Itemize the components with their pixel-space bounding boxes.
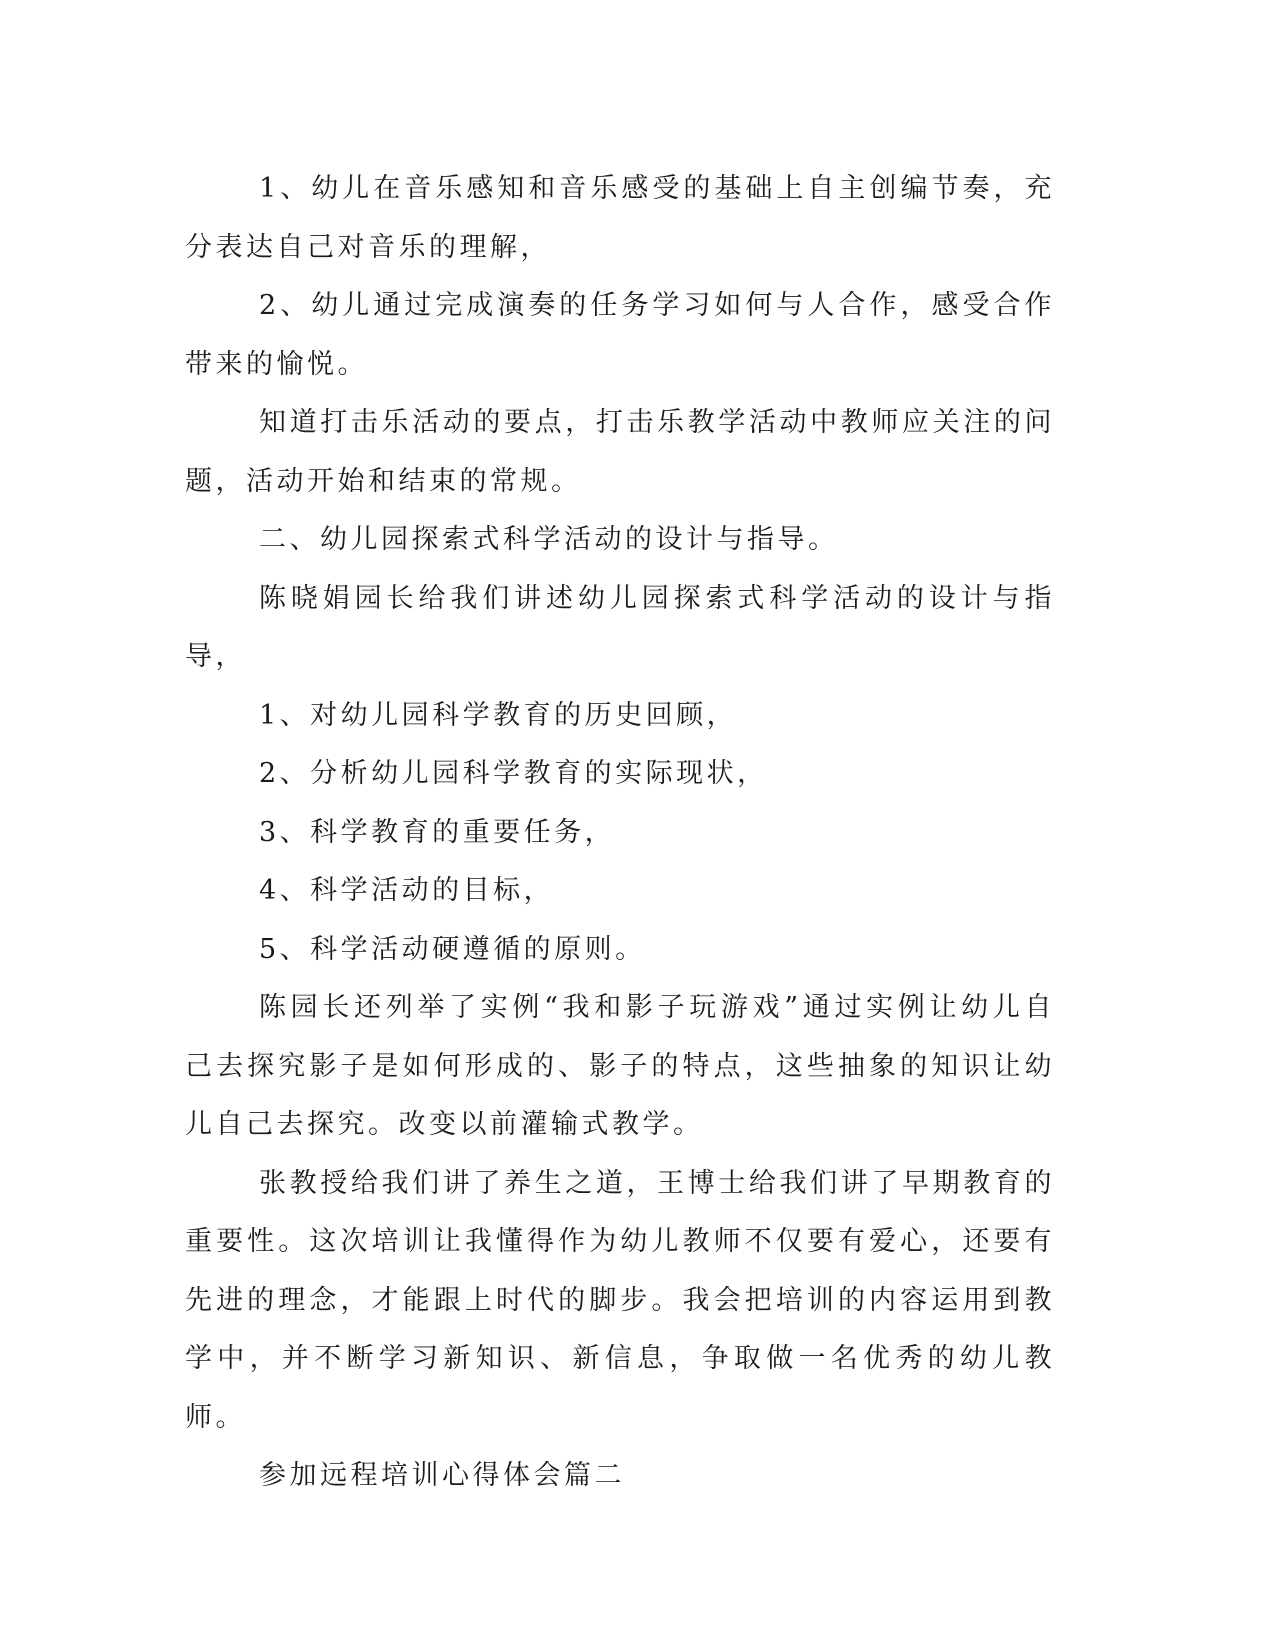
list-item-5: 5、科学活动硬遵循的原则。: [259, 933, 646, 965]
paragraph-goal-2: 2、幼儿通过完成演奏的任务学习如何与人合作，感受合作带来的愉悦。: [185, 290, 1055, 380]
section-heading-science: 二、幼儿园探索式科学活动的设计与指导。: [259, 524, 839, 555]
paragraph-shadow-example: 陈园长还列举了实例“我和影子玩游戏”通过实例让幼儿自己去探究影子是如何形成的、影子的特点，这些抽象的知识让幼儿自己去探究。改变以前灌输式教学。: [185, 992, 1055, 1140]
section-heading-part-two: 参加远程培训心得体会篇二: [259, 1460, 625, 1491]
document-body: [185, 160, 1055, 1506]
paragraph-conclusion: 张教授给我们讲了养生之道，王博士给我们讲了早期教育的重要性。这次培训让我懂得作为幼儿教师不仅要有爱心，还要有先进的理念，才能跟上时代的脚步。我会把培训的内容运用到教学中，并不断学习新知识、新信息，争取做一名优秀的幼儿教师。: [185, 1167, 1055, 1433]
list-item-4: 4、科学活动的目标，: [259, 875, 555, 906]
list-item-2: 2、分析幼儿园科学教育的实际现状，: [259, 758, 768, 789]
paragraph-goal-1: 1、幼儿在音乐感知和音乐感受的基础上自主创编节奏，充分表达自己对音乐的理解，: [185, 173, 1055, 263]
list-item-3: 3、科学教育的重要任务，: [259, 816, 616, 848]
paragraph-chen-lecture: 陈晓娟园长给我们讲述幼儿园探索式科学活动的设计与指导，: [185, 582, 1055, 672]
list-item-1: 1、对幼儿园科学教育的历史回顾，: [259, 699, 738, 731]
paragraph-percussion-points: 知道打击乐活动的要点，打击乐教学活动中教师应关注的问题，活动开始和结束的常规。: [185, 407, 1055, 497]
